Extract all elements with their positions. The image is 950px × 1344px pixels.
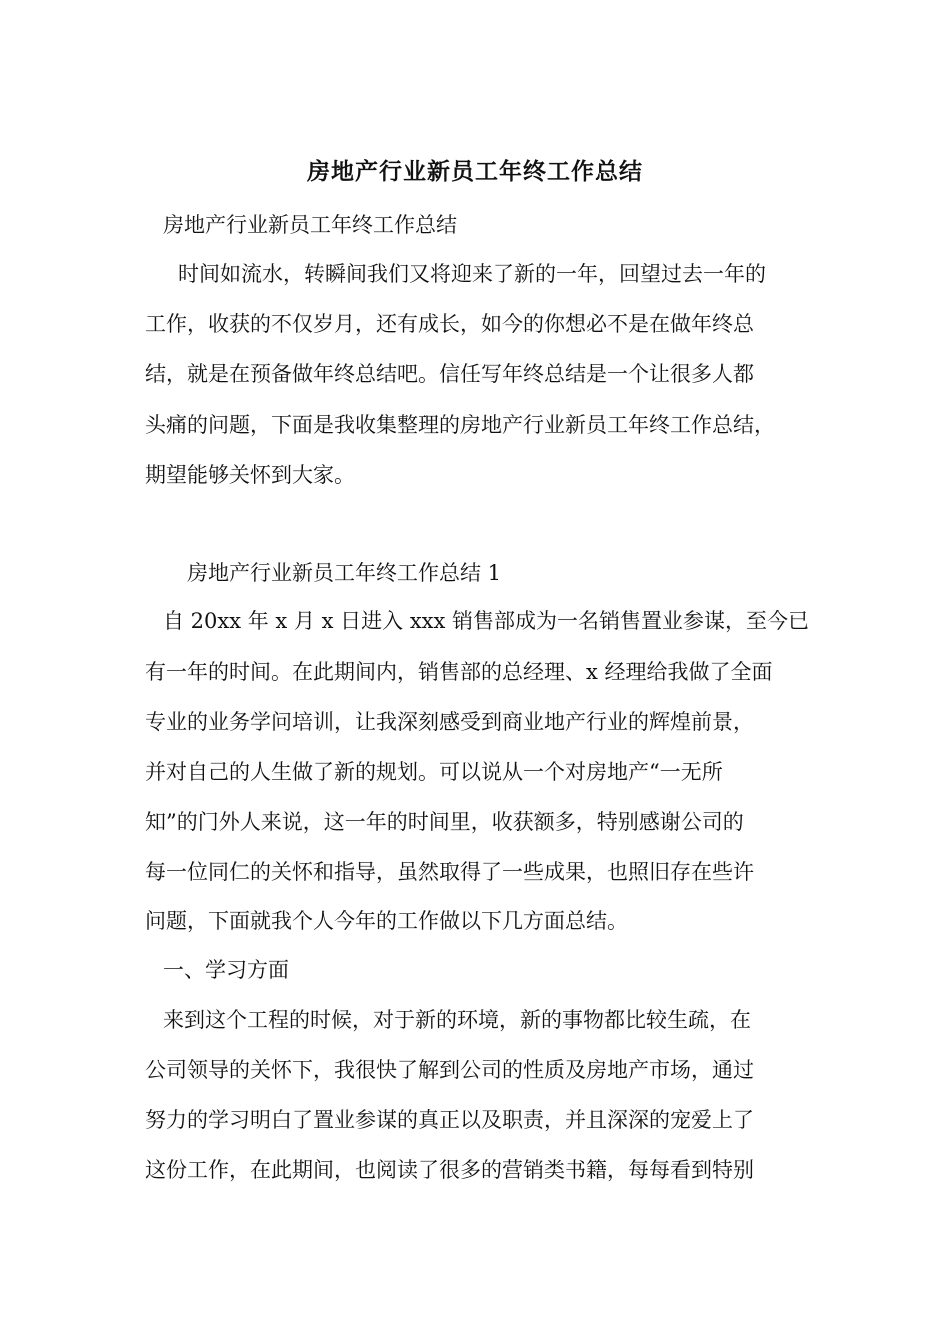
paragraph-line: 努力的学习明白了置业参谋的真正以及职责，并且深深的宠爱上了	[145, 1108, 754, 1132]
paragraph-line: 工作，收获的不仅岁月，还有成长，如今的你想必不是在做年终总	[145, 312, 754, 336]
paragraph-line: 知”的门外人来说，这一年的时间里，收获额多，特别感谢公司的	[145, 810, 744, 834]
paragraph-line: 结，就是在预备做年终总结吧。信任写年终总结是一个让很多人都	[145, 362, 754, 386]
paragraph-line: 专业的业务学问培训，让我深刻感受到商业地产行业的辉煌前景，	[145, 710, 754, 734]
paragraph-line: 问题，下面就我个人今年的工作做以下几方面总结。	[145, 909, 628, 933]
paragraph-line: 并对自己的人生做了新的规划。可以说从一个对房地产“一无所	[145, 760, 723, 784]
paragraph-line: 自 20xx 年 x 月 x 日进入 xxx 销售部成为一名销售置业参谋，至今已	[163, 609, 810, 633]
paragraph-line: 这份工作，在此期间，也阅读了很多的营销类书籍，每每看到特别	[145, 1158, 754, 1182]
paragraph-line: 期望能够关怀到大家。	[145, 463, 355, 487]
paragraph-line: 时间如流水，转瞬间我们又将迎来了新的一年，回望过去一年的	[178, 262, 766, 286]
paragraph-line: 公司领导的关怀下，我很快了解到公司的性质及房地产市场，通过	[145, 1058, 754, 1082]
document-title: 房地产行业新员工年终工作总结	[307, 158, 643, 185]
paragraph-line: 每一位同仁的关怀和指导，虽然取得了一些成果，也照旧存在些许	[145, 860, 754, 884]
section-heading: 一、学习方面	[163, 958, 289, 982]
subtitle-line: 房地产行业新员工年终工作总结	[163, 213, 457, 237]
paragraph-line: 来到这个工程的时候，对于新的环境，新的事物都比较生疏，在	[163, 1008, 751, 1032]
section-heading: 房地产行业新员工年终工作总结 1	[187, 561, 502, 585]
paragraph-line: 头痛的问题，下面是我收集整理的房地产行业新员工年终工作总结，	[145, 413, 775, 437]
paragraph-line: 有一年的时间。在此期间内，销售部的总经理、x 经理给我做了全面	[145, 660, 773, 684]
